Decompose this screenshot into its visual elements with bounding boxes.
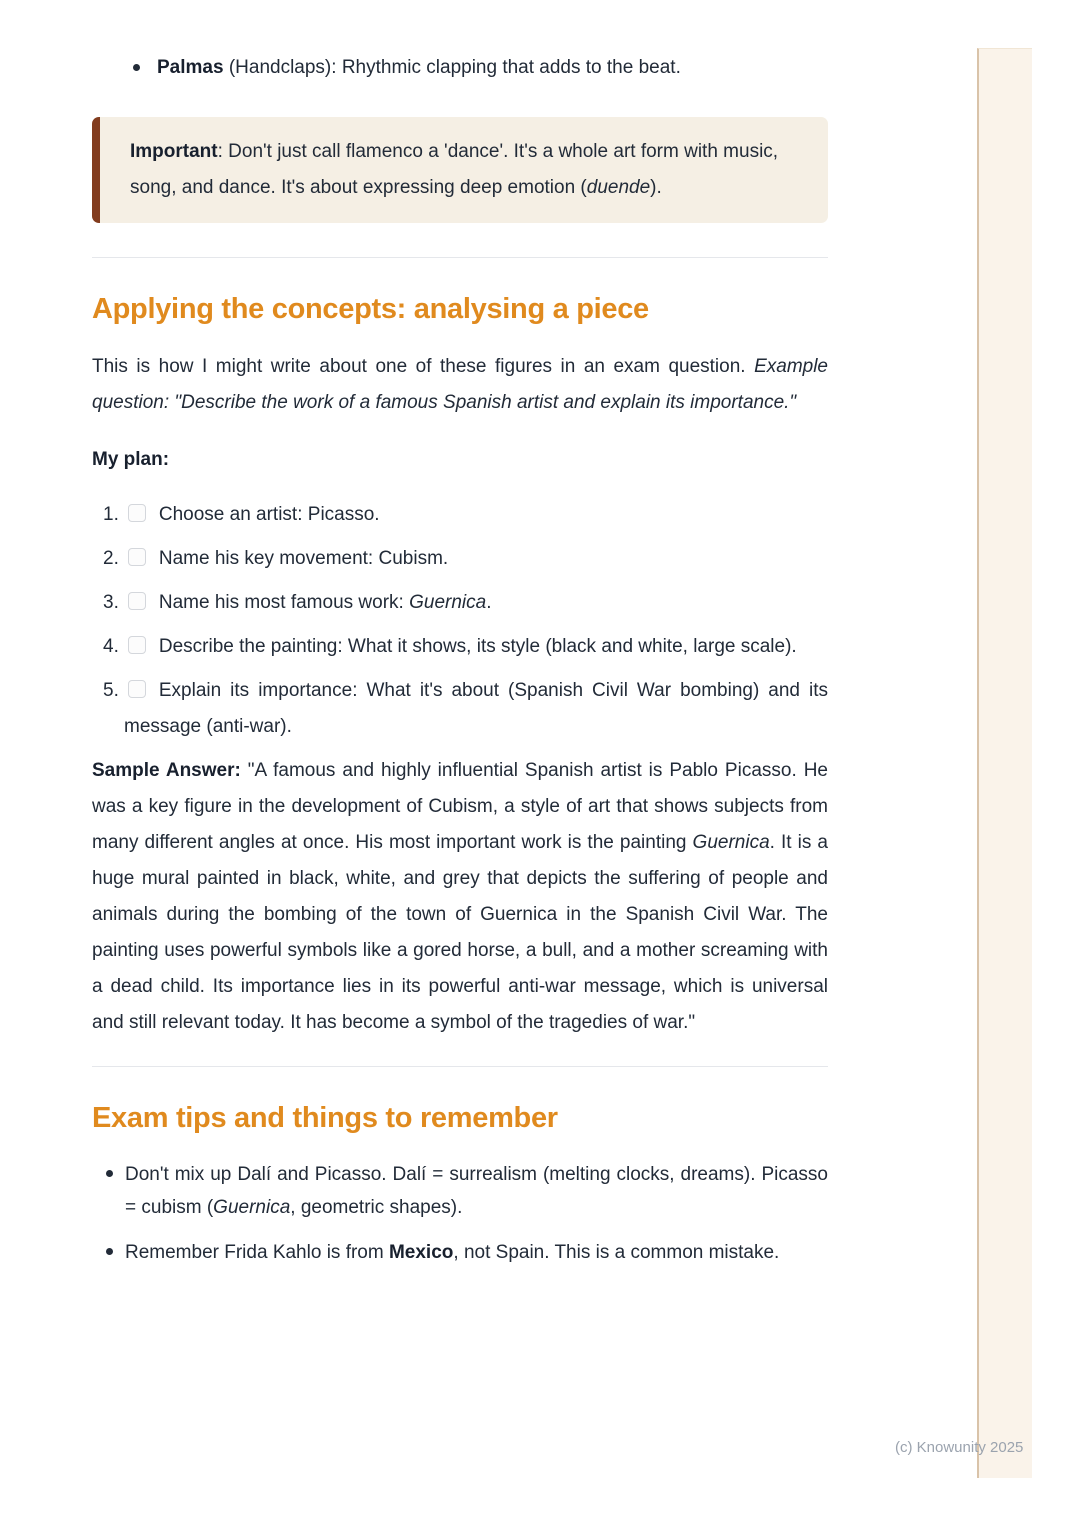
plan-checkbox[interactable] xyxy=(128,592,146,610)
section1-heading: Applying the concepts: analysing a piece xyxy=(92,293,649,325)
plan-item-text: Explain its importance: What it's about (Spanish Civil War bombing) and its message (anti-war). xyxy=(124,680,828,737)
plan-item-tail: . xyxy=(486,592,492,613)
callout-tail: ). xyxy=(650,177,662,198)
plan-item-number: 5. xyxy=(103,680,119,701)
plan-checkbox[interactable] xyxy=(128,680,146,698)
plan-checkbox[interactable] xyxy=(128,548,146,566)
callout-body: : Don't just call flamenco a 'dance'. It's a whole art form with music, song, and dance. It's about expressing deep emotion ( xyxy=(130,141,779,198)
bullet-text: (Handclaps): Rhythmic clapping that adds to the beat. xyxy=(223,57,681,78)
section2-heading: Exam tips and things to remember xyxy=(92,1102,558,1134)
section-divider xyxy=(92,1066,828,1067)
copyright-text: (c) Knowunity 2025 xyxy=(895,1439,1024,1456)
page-content xyxy=(92,0,828,1281)
exam-tips-list xyxy=(92,1158,828,1269)
plan-item-number: 2. xyxy=(103,548,119,569)
plan-checklist xyxy=(92,497,828,745)
callout-italic-term: duende xyxy=(586,177,651,198)
tip-item-1 xyxy=(92,1158,828,1224)
sample-answer-paragraph xyxy=(92,753,828,1041)
plan-item-5 xyxy=(92,673,828,745)
plan-item-text: Name his key movement: Cubism. xyxy=(158,548,449,569)
intro-example-question: Example question: "Describe the work of a famous Spanish artist and explain its importance." xyxy=(92,356,828,413)
bullet-dot-icon xyxy=(106,1248,113,1255)
tip-item-2 xyxy=(92,1236,828,1269)
plan-item-text: Name his most famous work: xyxy=(158,592,410,613)
important-callout xyxy=(92,117,828,223)
next-page-edge xyxy=(977,48,1032,1478)
plan-item-3 xyxy=(92,585,828,621)
plan-heading: My plan: xyxy=(92,449,170,470)
sample-answer-part1: "A famous and highly influential Spanish artist is Pablo Picasso. He was a key figure in the development of Cubism, a style of art that shows subjects from many different angles at once. His most important work is the painting xyxy=(92,760,828,853)
plan-item-4 xyxy=(92,629,828,665)
callout-lead: Important xyxy=(130,141,218,162)
bullet-dot-icon xyxy=(133,64,140,71)
section-divider xyxy=(92,257,828,258)
tip-italic: Guernica xyxy=(213,1197,291,1218)
tip-tail: , geometric shapes). xyxy=(290,1197,463,1218)
flamenco-palmas-bullet xyxy=(92,54,828,82)
plan-item-number: 3. xyxy=(103,592,119,613)
plan-item-number: 4. xyxy=(103,636,119,657)
sample-answer-italic: Guernica xyxy=(692,832,770,853)
tip-text: Don't mix up Dalí and Picasso. Dalí = surrealism (melting clocks, dreams). Picasso = cubism ( xyxy=(125,1164,828,1218)
plan-item-number: 1. xyxy=(103,504,119,525)
sample-answer-part2: . It is a huge mural painted in black, white, and grey that depicts the suffering of people and animals during the bombing of the town of Guernica in the Spanish Civil War. The painting uses powerful symbols like a gored horse, a bull, and a mother screaming with a dead child. Its importance lies in its powerful anti-war message, which is universal and still relevant today. It has become a symbol of the tragedies of war." xyxy=(92,832,828,1033)
plan-item-italic: Guernica xyxy=(409,592,487,613)
plan-item-text: Describe the painting: What it shows, its style (black and white, large scale). xyxy=(158,636,797,657)
plan-item-1 xyxy=(92,497,828,533)
plan-item-2 xyxy=(92,541,828,577)
plan-item-text: Choose an artist: Picasso. xyxy=(158,504,380,525)
intro-normal-text: This is how I might write about one of these figures in an exam question. xyxy=(92,356,755,377)
intro-paragraph xyxy=(92,349,828,421)
bullet-dot-icon xyxy=(106,1170,113,1177)
tip-tail: , not Spain. This is a common mistake. xyxy=(453,1242,780,1263)
bullet-term: Palmas xyxy=(157,57,224,78)
plan-checkbox[interactable] xyxy=(128,636,146,654)
sample-answer-lead: Sample Answer: xyxy=(92,760,241,781)
tip-text: Remember Frida Kahlo is from xyxy=(125,1242,389,1263)
plan-checkbox[interactable] xyxy=(128,504,146,522)
tip-bold: Mexico xyxy=(388,1242,454,1263)
